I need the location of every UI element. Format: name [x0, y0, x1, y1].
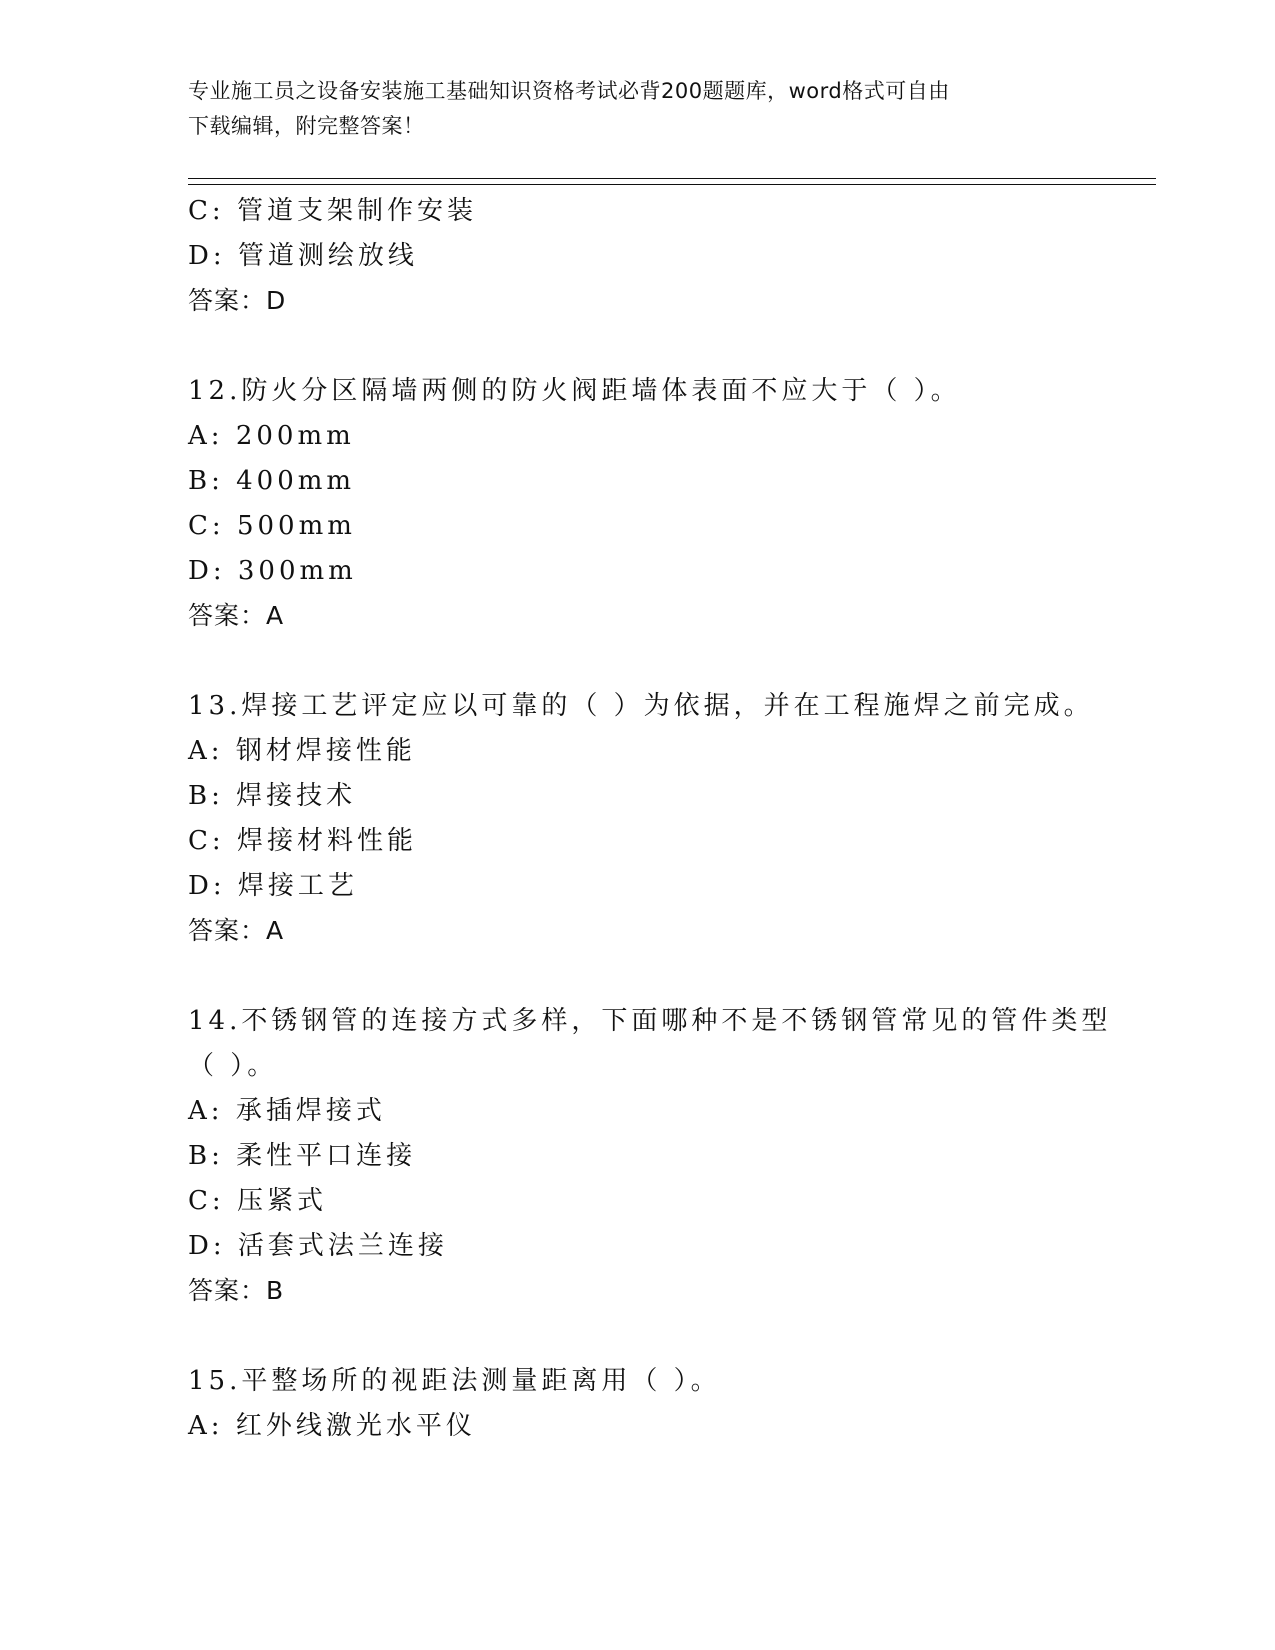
question-number: 13: [188, 691, 230, 721]
question-text: 不锈钢管的连接方式多样，下面哪种不是不锈钢管常见的管件类型: [241, 1006, 1112, 1036]
question-title: 12.防火分区隔墙两侧的防火阀距墙体表面不应大于（ ）。: [188, 376, 961, 406]
question-text-continued: （ ）。: [188, 1051, 278, 1081]
question-number: 15: [188, 1366, 230, 1396]
option-text: 管道测绘放线: [237, 241, 418, 271]
option-letter: B: [188, 466, 212, 496]
option-a: A: 钢材焊接性能: [188, 736, 416, 766]
option-letter: D: [188, 871, 213, 901]
option-letter: D: [188, 556, 213, 586]
answer-value: D: [266, 286, 287, 315]
header-line-2: 下载编辑，附完整答案！: [188, 114, 425, 138]
option-text: 300mm: [237, 556, 357, 586]
option-text: 红外线激光水平仪: [235, 1411, 476, 1441]
answer-label: 答案：: [188, 601, 267, 630]
option-text: 活套式法兰连接: [237, 1231, 448, 1261]
question-number: 14: [188, 1006, 230, 1036]
question-text: 焊接工艺评定应以可靠的（ ）为依据，并在工程施焊之前完成。: [241, 691, 1094, 721]
option-text: 200mm: [235, 421, 355, 451]
option-c: C: 压紧式: [188, 1186, 327, 1216]
answer-value: A: [266, 601, 285, 630]
option-text: 焊接工艺: [237, 871, 358, 901]
option-letter: A: [188, 1096, 211, 1126]
header-divider-top: [188, 178, 1156, 179]
option-text: 焊接材料性能: [236, 826, 417, 856]
option-text: 压紧式: [236, 1186, 327, 1216]
option-d: D: 管道测绘放线: [188, 241, 418, 271]
option-letter: A: [188, 736, 211, 766]
option-text: 500mm: [236, 511, 356, 541]
option-b: B: 400mm: [188, 466, 356, 496]
question-number: 12: [188, 376, 230, 406]
option-text: 焊接技术: [236, 781, 357, 811]
option-letter: C: [188, 196, 212, 226]
answer-line: [188, 600, 284, 632]
document-header: [188, 74, 1068, 144]
question-title: 13.焊接工艺评定应以可靠的（ ）为依据，并在工程施焊之前完成。: [188, 691, 1094, 721]
option-c: C: 管道支架制作安装: [188, 196, 477, 226]
option-d: D: 300mm: [188, 556, 357, 586]
option-c: C: 焊接材料性能: [188, 826, 417, 856]
option-a: A: 200mm: [188, 421, 355, 451]
option-text: 承插焊接式: [235, 1096, 386, 1126]
answer-value: A: [266, 916, 285, 945]
option-letter: C: [188, 511, 212, 541]
option-letter: D: [188, 241, 213, 271]
answer-line: [188, 285, 286, 317]
question-text: 平整场所的视距法测量距离用（ ）。: [241, 1366, 721, 1396]
option-letter: C: [188, 826, 212, 856]
answer-label: 答案：: [188, 916, 267, 945]
option-b: B: 柔性平口连接: [188, 1141, 417, 1171]
option-text: 管道支架制作安装: [236, 196, 477, 226]
question-title: 14.不锈钢管的连接方式多样，下面哪种不是不锈钢管常见的管件类型: [188, 1006, 1112, 1036]
option-d: D: 焊接工艺: [188, 871, 358, 901]
option-letter: C: [188, 1186, 212, 1216]
option-letter: B: [188, 1141, 212, 1171]
option-letter: B: [188, 781, 212, 811]
option-letter: A: [188, 421, 211, 451]
option-c: C: 500mm: [188, 511, 356, 541]
question-text: 防火分区隔墙两侧的防火阀距墙体表面不应大于（ ）。: [241, 376, 961, 406]
header-line-1: 专业施工员之设备安装施工基础知识资格考试必背200题题库，word格式可自由: [188, 79, 950, 103]
question-title: 15.平整场所的视距法测量距离用（ ）。: [188, 1366, 721, 1396]
option-text: 400mm: [236, 466, 356, 496]
option-text: 柔性平口连接: [236, 1141, 417, 1171]
answer-value: B: [266, 1276, 285, 1305]
option-a: A: 红外线激光水平仪: [188, 1411, 476, 1441]
option-letter: D: [188, 1231, 213, 1261]
option-a: A: 承插焊接式: [188, 1096, 386, 1126]
answer-line: [188, 1275, 284, 1307]
option-letter: A: [188, 1411, 211, 1441]
option-b: B: 焊接技术: [188, 781, 357, 811]
answer-label: 答案：: [188, 1276, 267, 1305]
answer-label: 答案：: [188, 286, 267, 315]
option-text: 钢材焊接性能: [235, 736, 416, 766]
option-d: D: 活套式法兰连接: [188, 1231, 448, 1261]
header-divider-bottom: [188, 184, 1156, 185]
answer-line: [188, 915, 284, 947]
